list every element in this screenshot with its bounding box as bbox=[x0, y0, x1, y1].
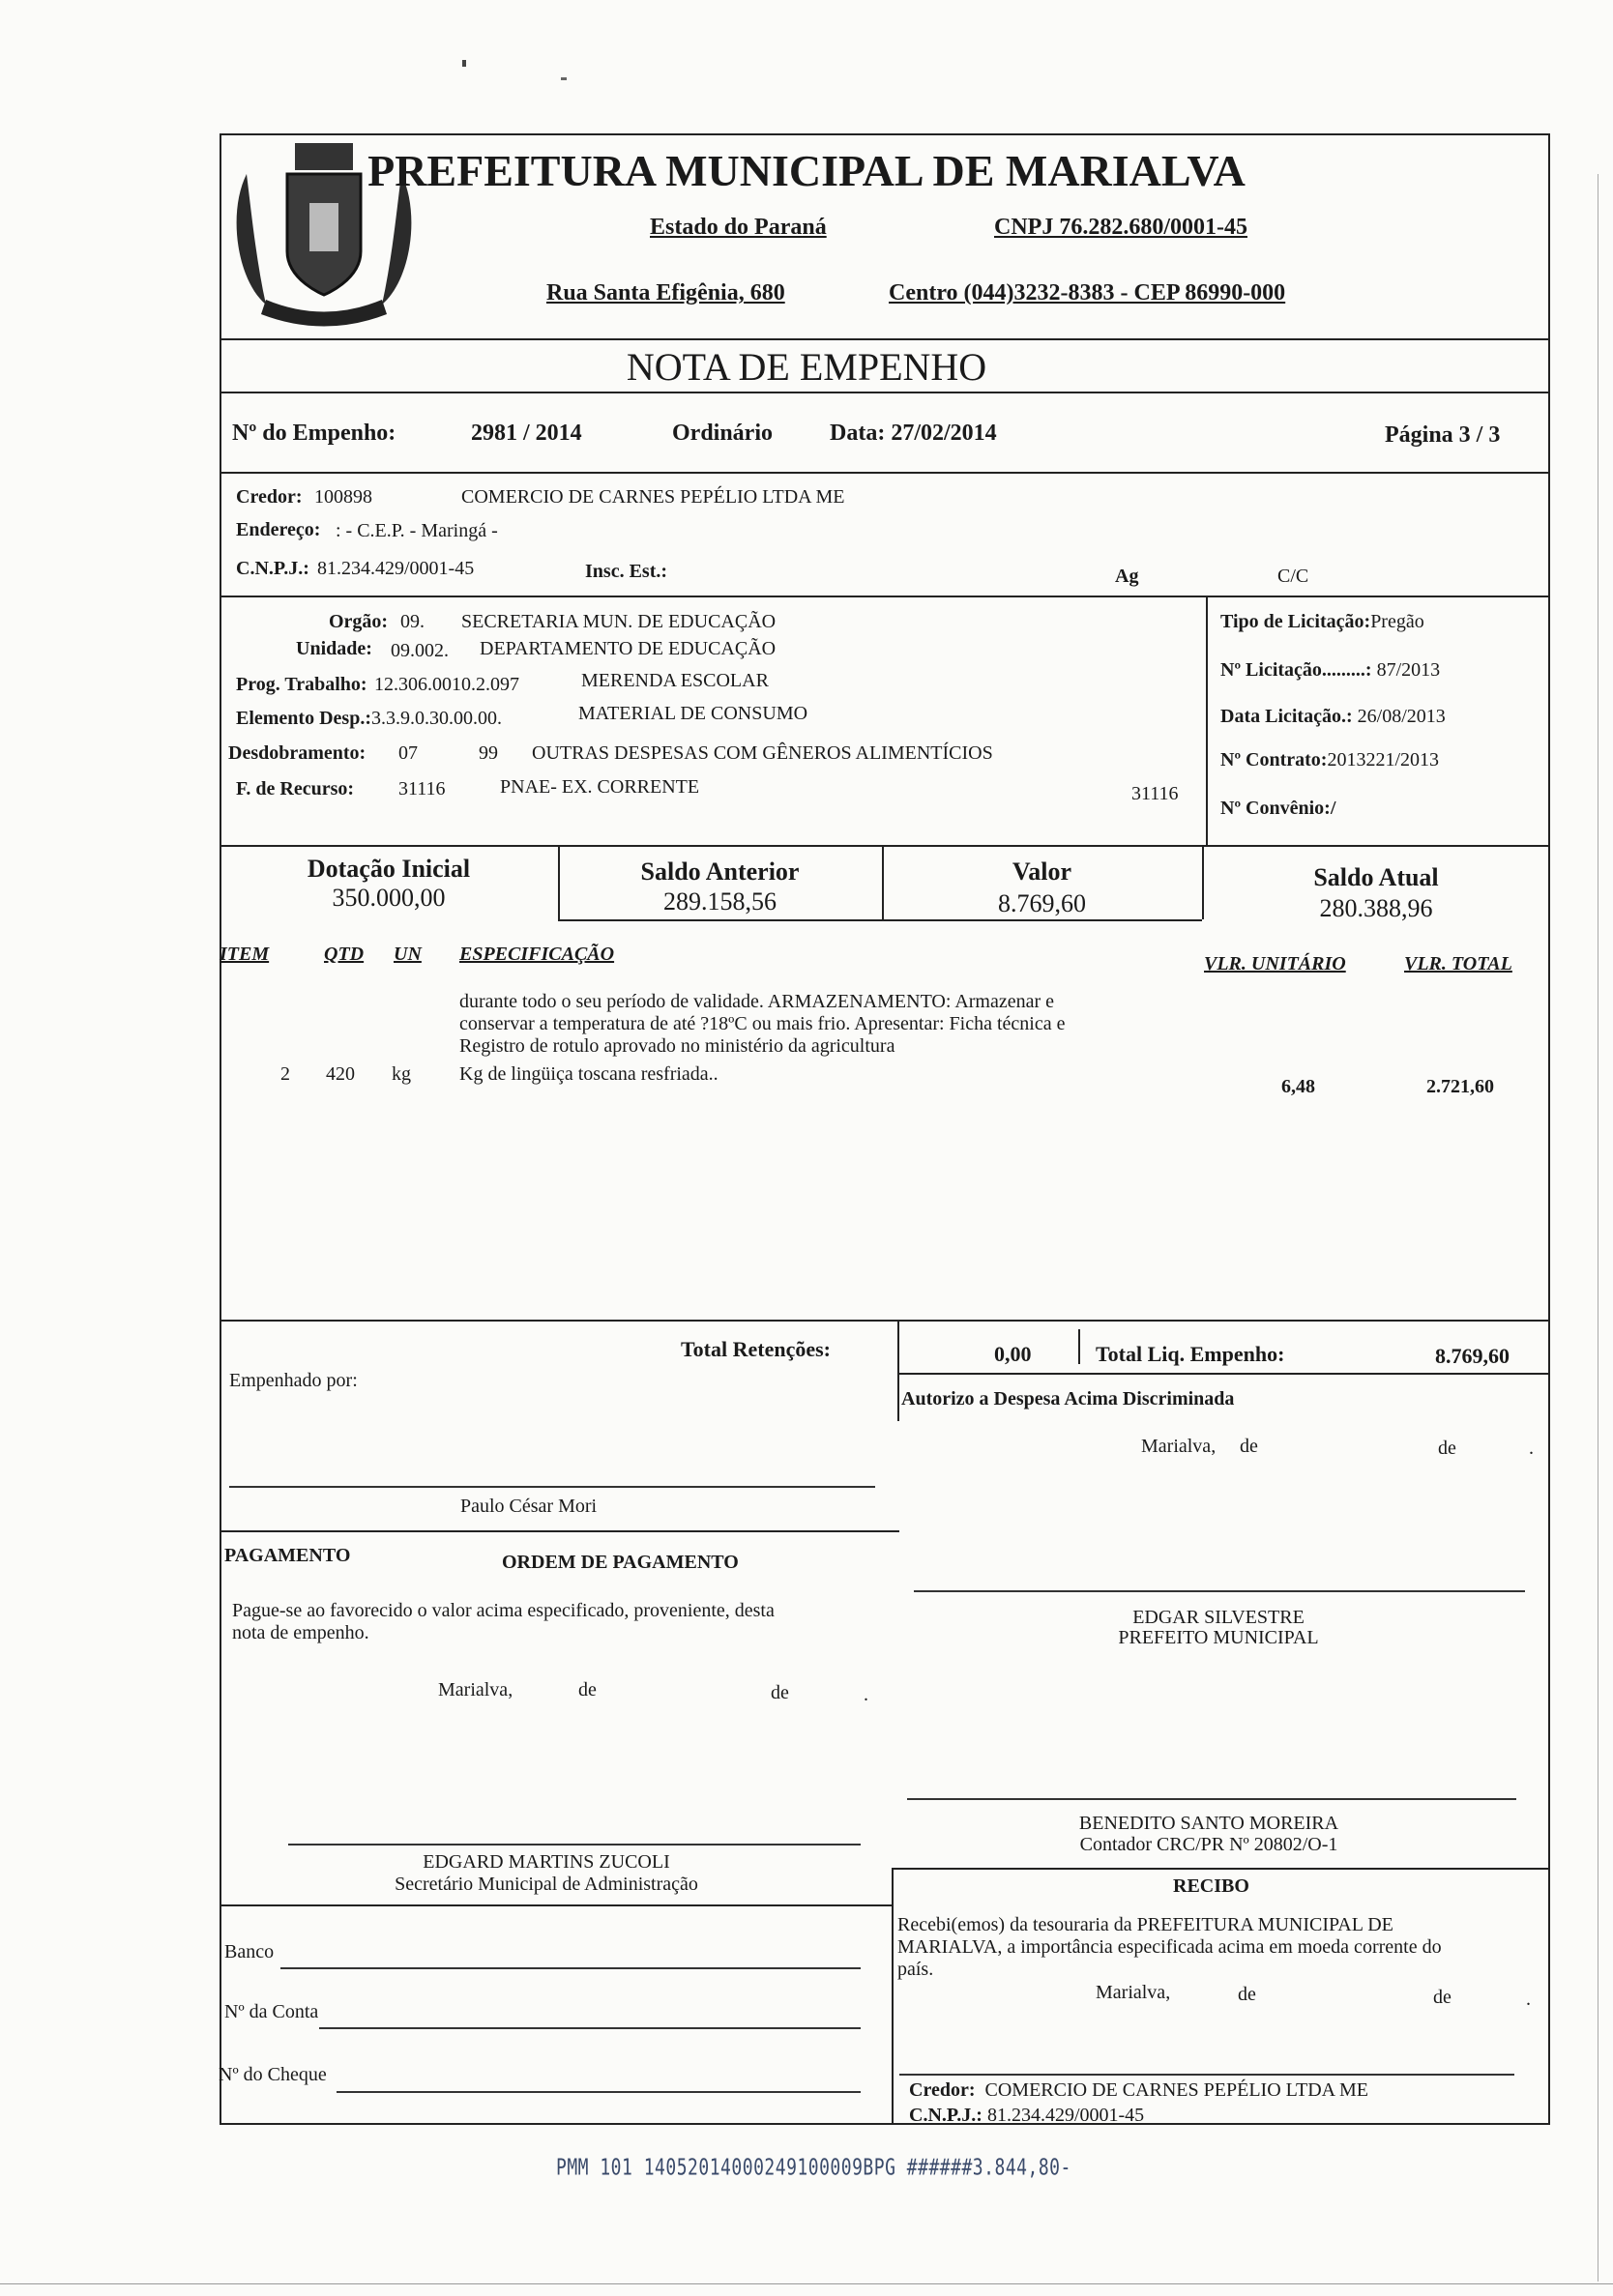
valor-label: Valor bbox=[1012, 857, 1072, 886]
total-retencoes-value: 0,00 bbox=[994, 1342, 1032, 1366]
credor-footer-cnpj: C.N.P.J.: 81.234.429/0001-45 bbox=[909, 2105, 1145, 2126]
unidade-code: 09.002. bbox=[391, 640, 449, 661]
empenhado-name: Paulo César Mori bbox=[460, 1496, 598, 1517]
saldo-atual-value: 280.388,96 bbox=[1319, 894, 1433, 922]
credor-footer: Credor: COMERCIO DE CARNES PEPÉLIO LTDA ME bbox=[909, 2079, 1369, 2101]
credor-code: 100898 bbox=[314, 486, 372, 508]
item-desc-line: Kg de lingüiça toscana resfriada.. bbox=[459, 1063, 719, 1085]
recibo-text: MARIALVA, a importância especificada acima em moeda corrente do bbox=[897, 1936, 1442, 1958]
col-qtd: QTD bbox=[324, 944, 365, 965]
recibo-label: RECIBO bbox=[1173, 1875, 1249, 1897]
item-desc-line: Registro de rotulo aprovado no ministério da agricultura bbox=[459, 1035, 895, 1057]
numero-contrato: Nº Contrato:2013221/2013 bbox=[1220, 749, 1440, 770]
orgao-label: Orgão: bbox=[329, 611, 389, 632]
endereco-label: Endereço: bbox=[236, 519, 321, 540]
recibo-place: Marialva, bbox=[1096, 1982, 1171, 2003]
pagamento-dot: . bbox=[864, 1684, 868, 1705]
prefeito-name: EDGAR SILVESTRE bbox=[1132, 1607, 1305, 1628]
prefeito-title: PREFEITO MUNICIPAL bbox=[1118, 1627, 1319, 1648]
conta-label: Nº da Conta bbox=[224, 2001, 319, 2022]
header-address: Rua Santa Efigênia, 680 bbox=[546, 280, 785, 305]
scan-speck bbox=[462, 60, 466, 67]
item-unit-value: 6,48 bbox=[1281, 1076, 1315, 1097]
prog-code: 12.306.0010.2.097 bbox=[374, 674, 519, 695]
tipo-licitacao: Tipo de Licitação:Pregão bbox=[1220, 611, 1424, 632]
item-total-value: 2.721,60 bbox=[1426, 1076, 1494, 1097]
autorizo-text: Autorizo a Despesa Acima Discriminada bbox=[901, 1388, 1235, 1410]
recibo-dot: . bbox=[1526, 1989, 1531, 2010]
header-state: Estado do Paraná bbox=[650, 215, 827, 240]
header-title: PREFEITURA MUNICIPAL DE MARIALVA bbox=[367, 146, 1246, 195]
pagamento-text: nota de empenho. bbox=[232, 1622, 369, 1643]
col-especificacao: ESPECIFICAÇÃO bbox=[459, 944, 615, 965]
total-liq-label: Total Liq. Empenho: bbox=[1096, 1342, 1285, 1366]
cheque-label: Nº do Cheque bbox=[219, 2064, 327, 2085]
desdobramento-code: 07 bbox=[398, 742, 418, 764]
cnpj-label: C.N.P.J.: bbox=[236, 558, 309, 579]
empenho-type: Ordinário bbox=[672, 421, 774, 446]
cc-label: C/C bbox=[1277, 566, 1309, 587]
scan-speck bbox=[561, 77, 567, 80]
document-title: NOTA DE EMPENHO bbox=[626, 345, 987, 389]
empenhado-label: Empenhado por: bbox=[229, 1370, 358, 1391]
saldo-atual-label: Saldo Atual bbox=[1313, 863, 1439, 891]
orgao-code: 09. bbox=[400, 611, 425, 632]
pagamento-de: de bbox=[771, 1682, 789, 1703]
dotacao-value: 350.000,00 bbox=[332, 884, 446, 912]
pagamento-de: de bbox=[578, 1679, 597, 1700]
elemento-label: Elemento Desp.: bbox=[236, 708, 371, 729]
saldo-anterior-value: 289.158,56 bbox=[663, 887, 777, 915]
total-liq-value: 8.769,60 bbox=[1435, 1344, 1510, 1368]
unidade-label: Unidade: bbox=[296, 638, 372, 659]
ag-label: Ag bbox=[1115, 566, 1139, 587]
secretario-title: Secretário Municipal de Administração bbox=[395, 1874, 698, 1895]
header-cnpj: CNPJ 76.282.680/0001-45 bbox=[994, 215, 1247, 240]
payment-stamp: PMM 101 14052014000249100009BPG ######3.844,80- bbox=[556, 2154, 1071, 2182]
desdobramento-label: Desdobramento: bbox=[228, 742, 367, 764]
contador-title: Contador CRC/PR Nº 20802/O-1 bbox=[1079, 1834, 1338, 1855]
recibo-de: de bbox=[1238, 1984, 1256, 2005]
elemento-name: MATERIAL DE CONSUMO bbox=[578, 703, 808, 724]
recurso-name: PNAE- EX. CORRENTE bbox=[500, 776, 700, 798]
dotacao-label: Dotação Inicial bbox=[307, 855, 471, 883]
page-number: Página 3 / 3 bbox=[1385, 422, 1501, 448]
endereco-value: : - C.E.P. - Maringá - bbox=[336, 520, 498, 541]
total-retencoes-label: Total Retenções: bbox=[681, 1337, 831, 1361]
elemento-code: 3.3.9.0.30.00.00. bbox=[371, 708, 502, 729]
pagamento-text: Pague-se ao favorecido o valor acima especificado, proveniente, desta bbox=[232, 1600, 775, 1621]
secretario-name: EDGARD MARTINS ZUCOLI bbox=[423, 1851, 670, 1873]
autorizo-dot: . bbox=[1529, 1438, 1534, 1459]
recurso-code-2: 31116 bbox=[1131, 783, 1179, 804]
desdobramento-sub: 99 bbox=[479, 742, 498, 764]
insc-est-label: Insc. Est.: bbox=[585, 561, 668, 582]
recibo-text: Recebi(emos) da tesouraria da PREFEITURA MUNICIPAL DE bbox=[897, 1914, 1393, 1935]
numero-licitacao: Nº Licitação.........: 87/2013 bbox=[1220, 659, 1441, 681]
prog-name: MERENDA ESCOLAR bbox=[581, 670, 769, 691]
valor-value: 8.769,60 bbox=[998, 889, 1086, 917]
recibo-de: de bbox=[1433, 1987, 1452, 2008]
item-desc-line: durante todo o seu período de validade. ARMAZENAMENTO: Armazenar e bbox=[459, 991, 1055, 1012]
desdobramento-name: OUTRAS DESPESAS COM GÊNEROS ALIMENTÍCIOS bbox=[532, 742, 993, 764]
credor-label: Credor: bbox=[236, 486, 303, 508]
pagamento-place: Marialva, bbox=[438, 1679, 513, 1700]
item-desc-line: conservar a temperatura de até ?18ºC ou mais frio. Apresentar: Ficha técnica e bbox=[459, 1013, 1066, 1034]
recurso-code: 31116 bbox=[398, 778, 446, 799]
numero-convenio: Nº Convênio:/ bbox=[1220, 798, 1336, 819]
data-licitacao: Data Licitação.: 26/08/2013 bbox=[1220, 706, 1446, 727]
autorizo-de: de bbox=[1240, 1436, 1258, 1457]
contador-name: BENEDITO SANTO MOREIRA bbox=[1078, 1813, 1339, 1834]
recurso-label: F. de Recurso: bbox=[236, 778, 355, 799]
unidade-name: DEPARTAMENTO DE EDUCAÇÃO bbox=[480, 638, 777, 659]
col-un: UN bbox=[394, 944, 422, 965]
orgao-name: SECRETARIA MUN. DE EDUCAÇÃO bbox=[461, 611, 777, 632]
col-item: ITEM bbox=[220, 944, 270, 965]
autorizo-de: de bbox=[1438, 1438, 1456, 1459]
empenho-date: Data: 27/02/2014 bbox=[830, 421, 997, 446]
col-vlr-total: VLR. TOTAL bbox=[1404, 953, 1512, 974]
cnpj-value: 81.234.429/0001-45 bbox=[317, 558, 475, 579]
recibo-text: país. bbox=[897, 1959, 934, 1980]
autorizo-place: Marialva, bbox=[1141, 1436, 1217, 1457]
header-address-rest: Centro (044)3232-8383 - CEP 86990-000 bbox=[889, 280, 1286, 305]
item-un: kg bbox=[392, 1063, 411, 1085]
saldo-anterior-label: Saldo Anterior bbox=[640, 857, 800, 886]
empenho-number-label: Nº do Empenho: bbox=[232, 421, 396, 446]
ordem-pagamento-label: ORDEM DE PAGAMENTO bbox=[502, 1552, 739, 1573]
empenho-number: 2981 / 2014 bbox=[471, 421, 582, 446]
credor-name: COMERCIO DE CARNES PEPÉLIO LTDA ME bbox=[461, 486, 845, 508]
prog-label: Prog. Trabalho: bbox=[236, 674, 367, 695]
pagamento-label: PAGAMENTO bbox=[224, 1545, 351, 1566]
banco-label: Banco bbox=[224, 1941, 275, 1962]
col-vlr-unitario: VLR. UNITÁRIO bbox=[1204, 953, 1346, 974]
item-number: 2 bbox=[280, 1063, 290, 1085]
item-qtd: 420 bbox=[326, 1063, 355, 1085]
